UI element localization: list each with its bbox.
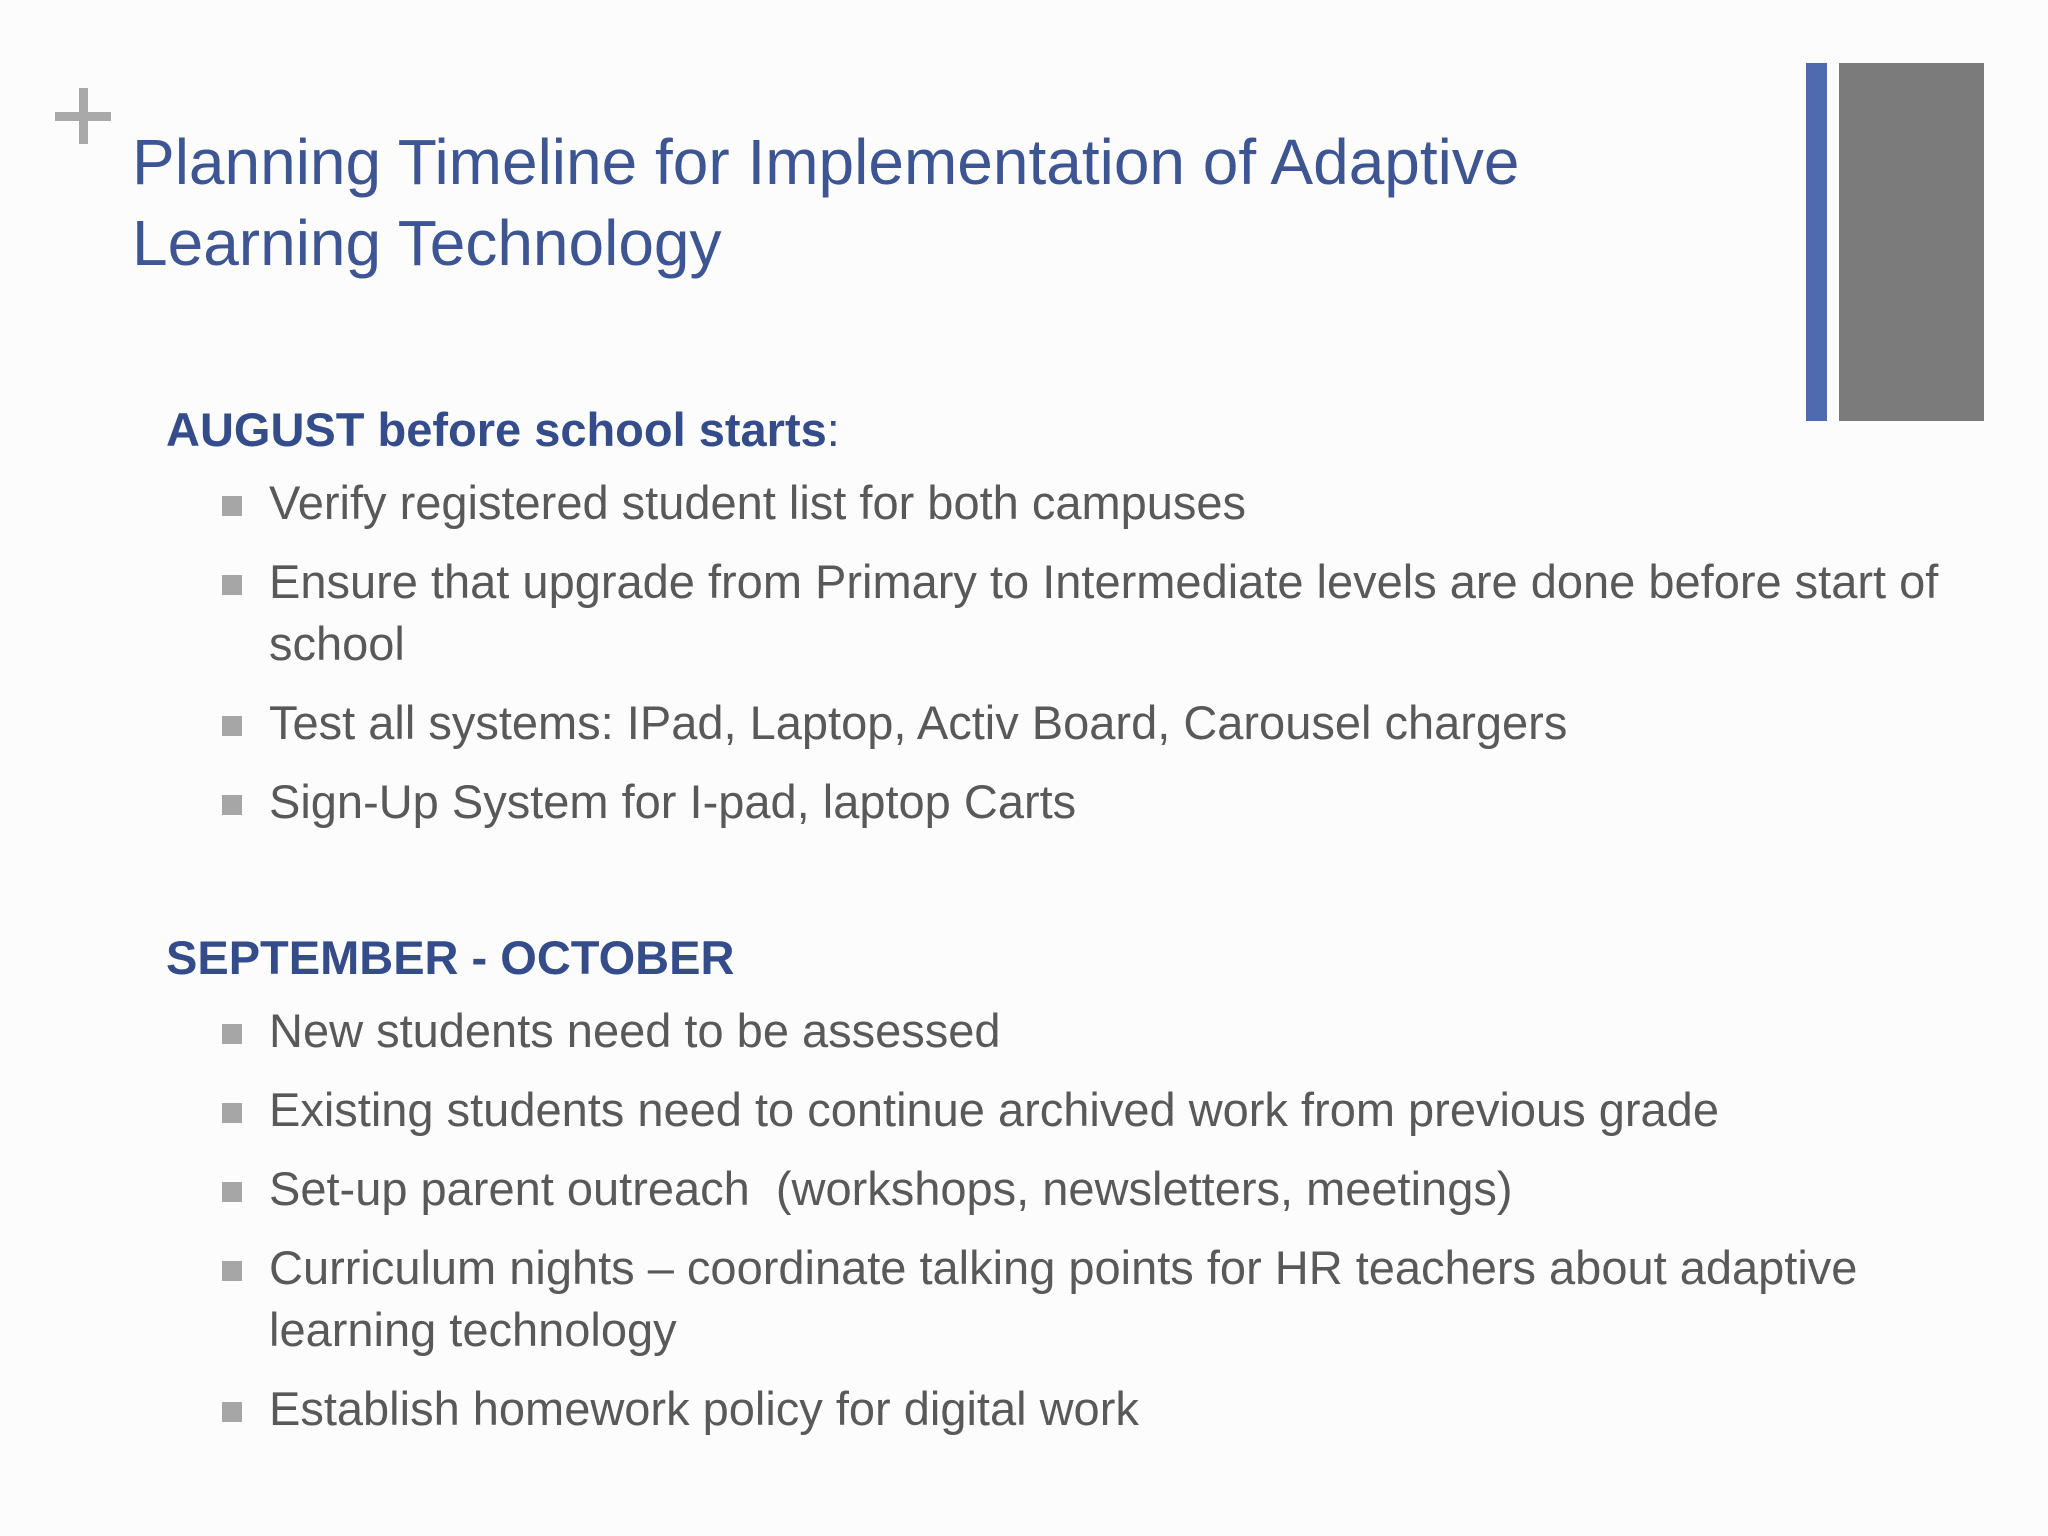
section-heading-text: AUGUST before school starts: [166, 403, 827, 456]
list-item: [166, 551, 1956, 675]
list-item: [166, 1000, 1956, 1062]
list-item-text: Verify registered student list for both campuses: [269, 476, 1247, 529]
list-item-text: Sign-Up System for I-pad, laptop Carts: [269, 775, 1077, 828]
list-item-text: Establish homework policy for digital work: [269, 1382, 1139, 1435]
list-item-text: Ensure that upgrade from Primary to Intermediate levels are done before start of school: [269, 555, 1939, 670]
section-heading-colon: :: [826, 403, 840, 456]
square-bullet-icon: [222, 1402, 242, 1422]
section-heading-text: SEPTEMBER - OCTOBER: [166, 931, 735, 984]
list-item: [166, 1158, 1956, 1220]
section-september-october: [166, 926, 1956, 1440]
square-bullet-icon: [222, 716, 242, 736]
accent-bar-gray: [1839, 63, 1984, 421]
list-item: [166, 771, 1956, 833]
list-item: [166, 1237, 1956, 1361]
square-bullet-icon: [222, 1261, 242, 1281]
square-bullet-icon: [222, 795, 242, 815]
square-bullet-icon: [222, 575, 242, 595]
list-item-text: Set-up parent outreach (workshops, newsletters, meetings): [269, 1162, 1513, 1215]
bullet-list: [166, 1000, 1956, 1440]
list-item-text: Curriculum nights – coordinate talking points for HR teachers about adaptive learning technology: [269, 1241, 1858, 1356]
list-item: [166, 472, 1956, 534]
section-heading: [166, 926, 1956, 990]
list-item: [166, 1378, 1956, 1440]
section-spacer: [166, 850, 1956, 926]
square-bullet-icon: [222, 1024, 242, 1044]
list-item-text: Existing students need to continue archived work from previous grade: [269, 1083, 1719, 1136]
section-august: [166, 398, 1956, 833]
plus-icon: [55, 88, 111, 144]
section-heading: [166, 398, 1956, 462]
list-item-text: New students need to be assessed: [269, 1004, 1001, 1057]
square-bullet-icon: [222, 496, 242, 516]
slide-content: [166, 398, 1956, 1457]
slide-title: Planning Timeline for Implementation of Adaptive Learning Technology: [132, 126, 1520, 279]
list-item: [166, 692, 1956, 754]
bullet-list: [166, 472, 1956, 833]
square-bullet-icon: [222, 1103, 242, 1123]
list-item: [166, 1079, 1956, 1141]
square-bullet-icon: [222, 1182, 242, 1202]
accent-bar-blue: [1806, 63, 1827, 421]
list-item-text: Test all systems: IPad, Laptop, Activ Board, Carousel chargers: [269, 696, 1568, 749]
